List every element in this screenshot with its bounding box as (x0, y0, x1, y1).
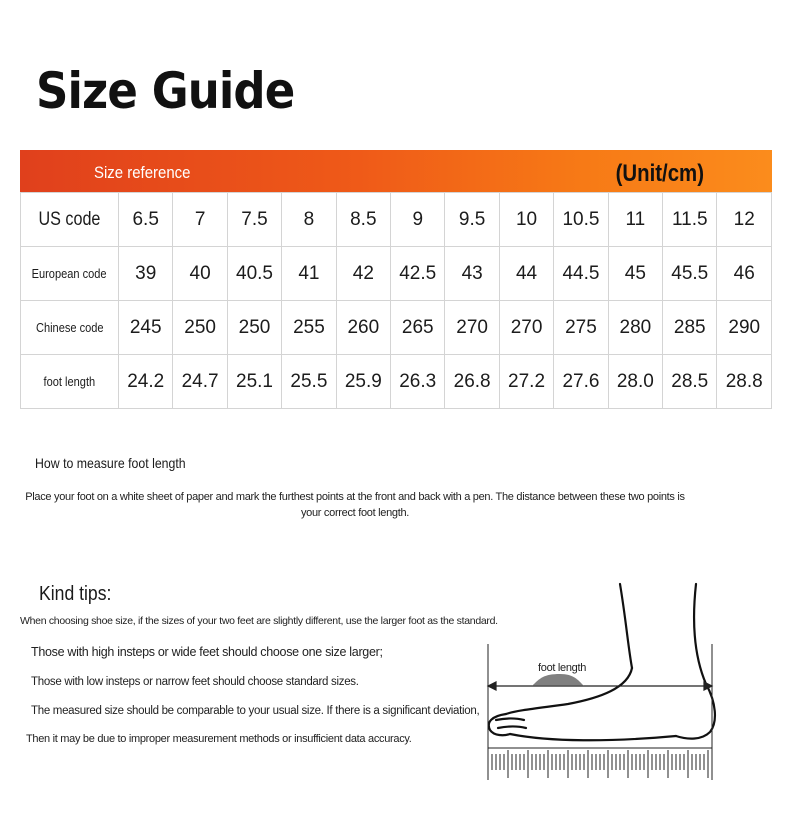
tip-item: Those with high insteps or wide feet should choose one size larger; (31, 645, 383, 659)
size-cell: 265 (391, 301, 445, 355)
size-cell: 280 (608, 301, 662, 355)
size-cell: 42 (336, 247, 390, 301)
size-cell: 7.5 (227, 193, 281, 247)
size-cell: 42.5 (391, 247, 445, 301)
size-cell: 11.5 (663, 193, 717, 247)
table-header-bar (20, 150, 772, 192)
size-table (20, 150, 772, 409)
size-cell: 41 (282, 247, 336, 301)
size-cell: 45 (608, 247, 662, 301)
size-cell: 290 (717, 301, 772, 355)
size-cell: 44.5 (554, 247, 608, 301)
tips-title: Kind tips: (39, 583, 112, 605)
size-cell: 27.2 (499, 355, 553, 409)
size-cell: 11 (608, 193, 662, 247)
tip-item: When choosing shoe size, if the sizes of your two feet are slightly different, use the larger foot as the standard. (20, 615, 498, 627)
size-cell: 27.6 (554, 355, 608, 409)
size-cell: 285 (663, 301, 717, 355)
table-row (21, 193, 772, 247)
size-cell: 250 (227, 301, 281, 355)
size-cell: 26.8 (445, 355, 499, 409)
size-cell: 9.5 (445, 193, 499, 247)
size-cell: 255 (282, 301, 336, 355)
size-cell: 24.7 (173, 355, 227, 409)
size-cell: 46 (717, 247, 772, 301)
row-label (21, 247, 119, 301)
tip-item: Then it may be due to improper measurement methods or insufficient data accuracy. (26, 733, 412, 745)
size-cell: 9 (391, 193, 445, 247)
size-cell: 270 (445, 301, 499, 355)
size-cell: 28.5 (663, 355, 717, 409)
row-label-text: foot length (43, 373, 96, 389)
size-reference-label: Size reference (94, 163, 191, 182)
tip-item: Those with low insteps or narrow feet should choose standard sizes. (31, 676, 359, 688)
size-cell: 250 (173, 301, 227, 355)
size-grid (20, 192, 772, 409)
table-row (21, 301, 772, 355)
foot-measurement-illustration (480, 580, 720, 785)
measure-title: How to measure foot length (35, 455, 186, 471)
size-cell: 6.5 (119, 193, 173, 247)
foot-outline-icon (489, 584, 715, 740)
size-cell: 25.5 (282, 355, 336, 409)
size-cell: 25.1 (227, 355, 281, 409)
size-cell: 245 (119, 301, 173, 355)
row-label (21, 301, 119, 355)
size-cell: 10.5 (554, 193, 608, 247)
row-label-text: Chinese code (35, 319, 104, 335)
size-cell: 43 (445, 247, 499, 301)
size-cell: 25.9 (336, 355, 390, 409)
size-cell: 270 (499, 301, 553, 355)
size-cell: 44 (499, 247, 553, 301)
size-cell: 260 (336, 301, 390, 355)
row-label (21, 193, 119, 247)
size-cell: 40 (173, 247, 227, 301)
tip-item: The measured size should be comparable to your usual size. If there is a significant deviation, (31, 705, 480, 717)
row-label-text: European code (32, 265, 107, 281)
size-cell: 275 (554, 301, 608, 355)
size-cell: 26.3 (391, 355, 445, 409)
table-row (21, 355, 772, 409)
size-cell: 10 (499, 193, 553, 247)
size-cell: 40.5 (227, 247, 281, 301)
paper-mark-icon (532, 674, 584, 686)
size-cell: 28.0 (608, 355, 662, 409)
foot-length-label: foot length (538, 662, 587, 674)
size-cell: 39 (119, 247, 173, 301)
page-title: Size Guide (36, 62, 295, 120)
size-cell: 8.5 (336, 193, 390, 247)
size-cell: 7 (173, 193, 227, 247)
row-label (21, 355, 119, 409)
table-row (21, 247, 772, 301)
size-cell: 24.2 (119, 355, 173, 409)
ruler-icon (488, 748, 712, 778)
double-arrow-icon (488, 682, 712, 690)
row-label-text: US code (38, 208, 101, 230)
size-cell: 45.5 (663, 247, 717, 301)
size-cell: 12 (717, 193, 772, 247)
unit-label: (Unit/cm) (615, 160, 704, 187)
size-cell: 8 (282, 193, 336, 247)
measure-instructions: Place your foot on a white sheet of paper and mark the furthest points at the front and back with a pen. The distance between these two points is your correct foot length. (25, 491, 685, 519)
size-cell: 28.8 (717, 355, 772, 409)
